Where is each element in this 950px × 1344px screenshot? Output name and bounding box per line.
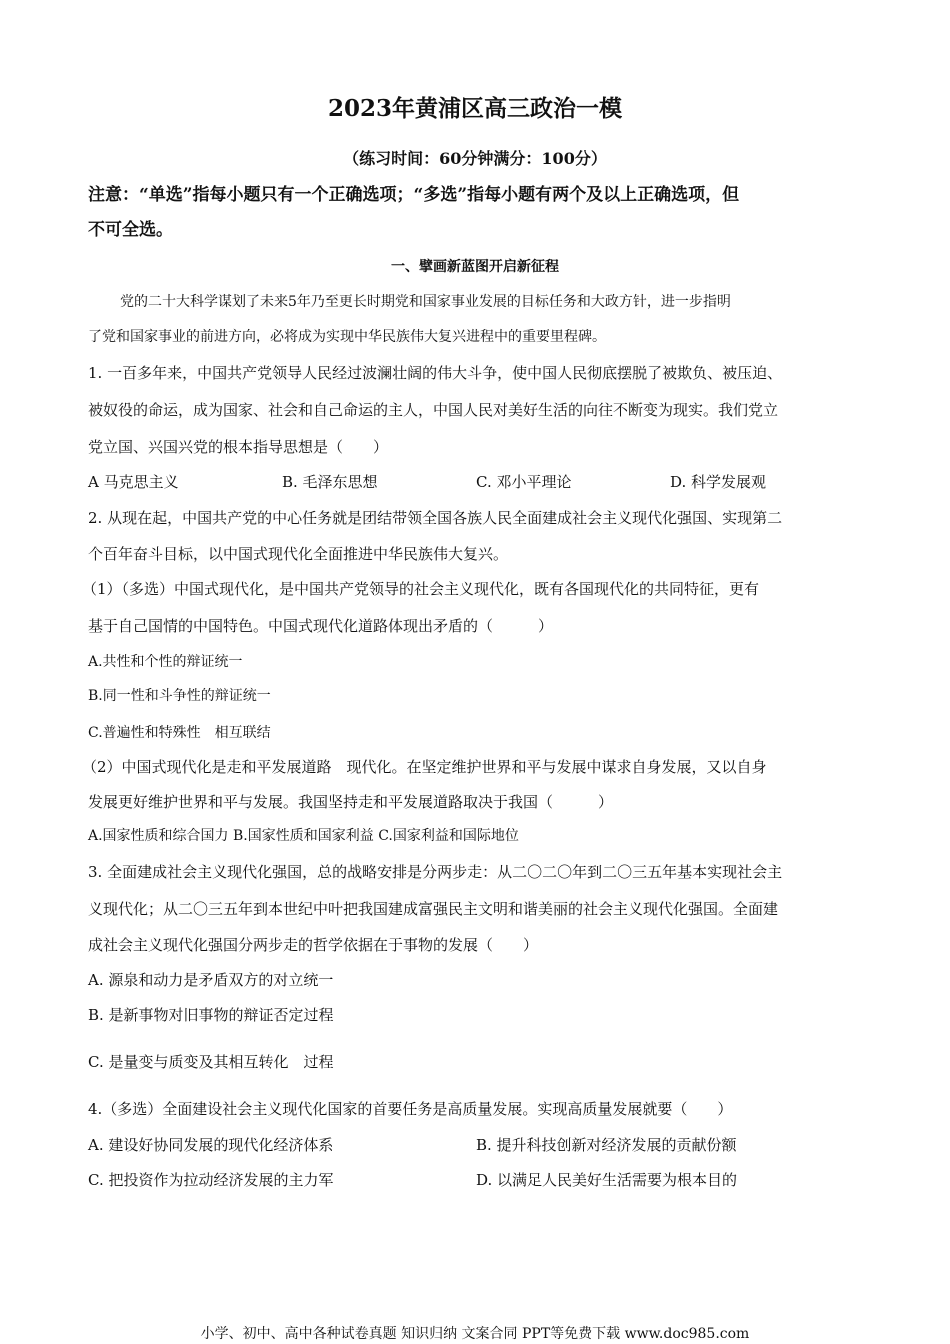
q1-line: 被奴役的命运，成为国家、社会和自己命运的主人，中国人民对美好生活的向往不断变为现实。我们党立 (88, 401, 779, 419)
q3-option-b: B. 是新事物对旧事物的辩证否定过程 (88, 1006, 334, 1024)
q2-sub2-line: 发展更好维护世界和平与发展。我国坚持走和平发展道路取决于我国（ ） (88, 793, 614, 811)
q3-line: 义现代化；从二〇三五年到本世纪中叶把我国建成富强民主文明和谐美丽的社会主义现代化强国。全面建 (88, 900, 779, 918)
exam-info: （练习时间：60分钟满分：100分） (343, 149, 607, 168)
intro-line: 党的二十大科学谋划了未来5年乃至更长时期党和国家事业发展的目标任务和大政方针，进一步指明 (120, 294, 731, 310)
q4-option-b: B. 提升科技创新对经济发展的贡献份额 (476, 1136, 737, 1154)
q3-option-c: C. 是量变与质变及其相互转化 过程 (88, 1053, 334, 1071)
q1-option-b: B. 毛泽东思想 (282, 473, 378, 491)
page-title: 2023年黄浦区高三政治一模 (327, 95, 622, 122)
q1-option-a: A 马克思主义 (88, 473, 179, 491)
notice-line: 注意：“单选”指每小题只有一个正确选项；“多选”指每小题有两个及以上正确选项，但 (88, 185, 740, 205)
q2-line: 个百年奋斗目标，以中国式现代化全面推进中华民族伟大复兴。 (88, 545, 509, 563)
q1-line: 党立国、兴国兴党的根本指导思想是（ ） (88, 438, 389, 456)
q2-sub1-option-b: B.同一性和斗争性的辩证统一 (88, 688, 271, 704)
q4-option-a: A. 建设好协同发展的现代化经济体系 (88, 1136, 334, 1154)
q3-line: 3. 全面建成社会主义现代化强国，总的战略安排是分两步走：从二〇二〇年到二〇三五年基本实现社会主 (88, 863, 783, 881)
notice (88, 178, 863, 248)
q3-line: 成社会主义现代化强国分两步走的哲学依据在于事物的发展（ ） (88, 936, 539, 954)
q2-sub1-line: 基于自己国情的中国特色。中国式现代化道路体现出矛盾的（ ） (88, 617, 554, 635)
notice-line: 不可全选。 (88, 220, 173, 240)
q2-line: 2. 从现在起，中国共产党的中心任务就是团结带领全国各族人民全面建成社会主义现代化强国、实现第二 (88, 509, 783, 527)
q4-line: 4.（多选）全面建设社会主义现代化国家的首要任务是高质量发展。实现高质量发展就要（ ） (88, 1100, 733, 1118)
page-footer: 小学、初中、高中各种试卷真题 知识归纳 文案合同 PPT等免费下载 www.doc985.com (200, 1326, 750, 1342)
q2-sub1-option-c: C.普遍性和特殊性 相互联结 (88, 725, 271, 741)
q4-option-c: C. 把投资作为拉动经济发展的主力军 (88, 1171, 334, 1189)
q1-option-d: D. 科学发展观 (670, 473, 767, 491)
q1-line: 1. 一百多年来，中国共产党领导人民经过波澜壮阔的伟大斗争，使中国人民彻底摆脱了被欺负、被压迫、 (88, 364, 783, 382)
q1-option-c: C. 邓小平理论 (476, 473, 572, 491)
q4-option-d: D. 以满足人民美好生活需要为根本目的 (476, 1171, 738, 1189)
section-heading: 一、擘画新蓝图开启新征程 (391, 259, 559, 275)
q2-sub1-line: （1）（多选）中国式现代化，是中国共产党领导的社会主义现代化，既有各国现代化的共同特征，更有 (82, 580, 760, 598)
q2-sub2-line: （2）中国式现代化是走和平发展道路 现代化。在坚定维护世界和平与发展中谋求自身发展，又以自身 (82, 758, 767, 776)
q2-sub2-options: A.国家性质和综合国力 B.国家性质和国家利益 C.国家利益和国际地位 (88, 828, 519, 844)
q2-sub1-option-a: A.共性和个性的辩证统一 (88, 654, 243, 670)
intro-line: 了党和国家事业的前进方向，必将成为实现中华民族伟大复兴进程中的重要里程碑。 (88, 329, 606, 345)
q3-option-a: A. 源泉和动力是矛盾双方的对立统一 (88, 971, 334, 989)
